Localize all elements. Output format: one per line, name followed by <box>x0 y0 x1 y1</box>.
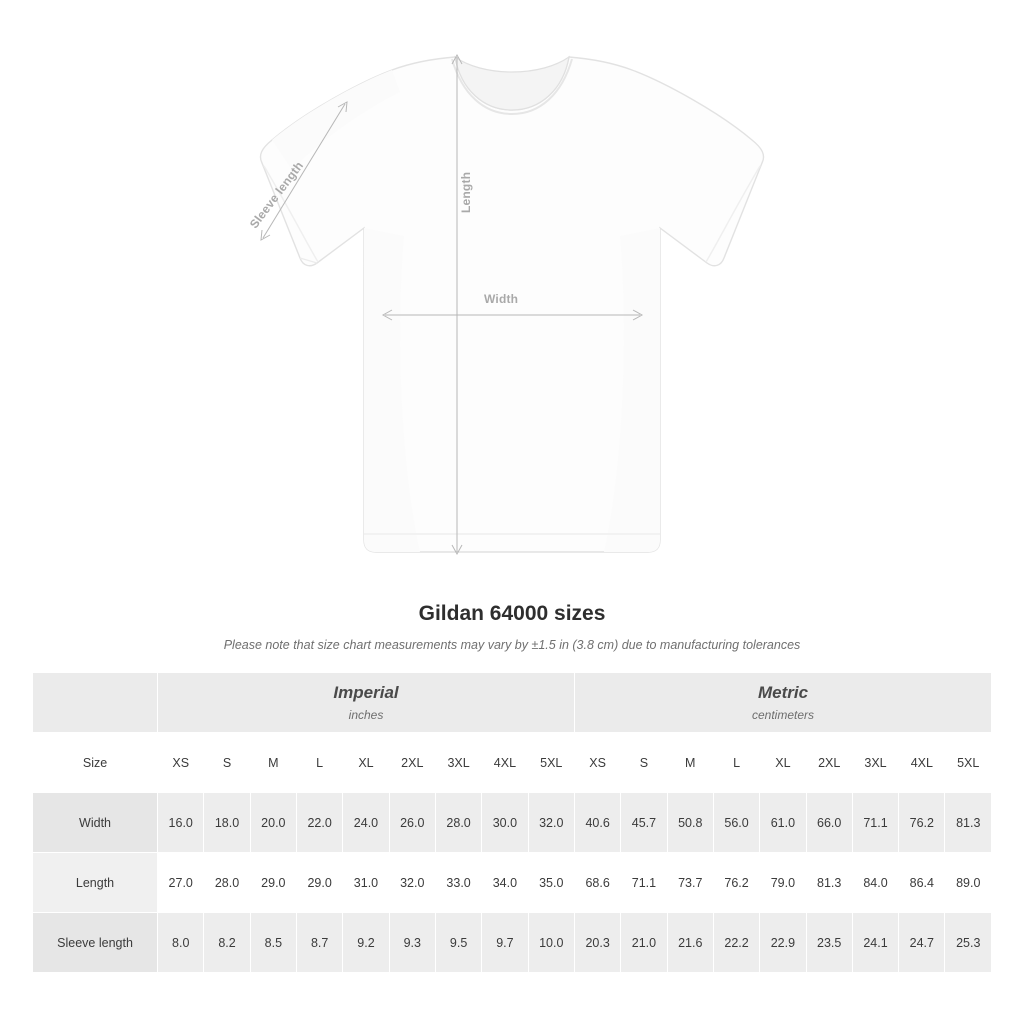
size-header-metric-5xl: 5XL <box>945 733 992 793</box>
size-header-imperial-s: S <box>204 733 250 793</box>
size-header-imperial-5xl: 5XL <box>528 733 574 793</box>
cell-sleeve-imperial-3xl: 9.5 <box>435 913 481 973</box>
table-row <box>33 913 992 973</box>
cell-sleeve-metric-3xl: 24.1 <box>852 913 898 973</box>
size-header-imperial-l: L <box>297 733 343 793</box>
size-header-imperial-xs: XS <box>158 733 204 793</box>
cell-sleeve-metric-4xl: 24.7 <box>899 913 945 973</box>
cell-width-imperial-s: 18.0 <box>204 793 250 853</box>
size-header-metric-2xl: 2XL <box>806 733 852 793</box>
unit-group-metric <box>574 673 991 733</box>
size-chart-table <box>32 672 992 973</box>
cell-sleeve-metric-l: 22.2 <box>713 913 759 973</box>
cell-length-metric-xs: 68.6 <box>574 853 620 913</box>
unit-group-metric-name: Metric <box>757 683 809 702</box>
table-row <box>33 853 992 913</box>
size-header-metric-l: L <box>713 733 759 793</box>
cell-width-metric-5xl: 81.3 <box>945 793 992 853</box>
cell-width-imperial-xl: 24.0 <box>343 793 389 853</box>
cell-width-imperial-5xl: 32.0 <box>528 793 574 853</box>
page-title: Gildan 64000 sizes <box>418 602 606 625</box>
cell-length-imperial-s: 28.0 <box>204 853 250 913</box>
cell-sleeve-metric-s: 21.0 <box>621 913 667 973</box>
cell-length-metric-3xl: 84.0 <box>852 853 898 913</box>
cell-sleeve-imperial-xs: 8.0 <box>158 913 204 973</box>
cell-length-imperial-2xl: 32.0 <box>389 853 435 913</box>
size-header-metric-xs: XS <box>574 733 620 793</box>
cell-length-imperial-xl: 31.0 <box>343 853 389 913</box>
table-corner-cell <box>33 673 158 733</box>
cell-width-imperial-xs: 16.0 <box>158 793 204 853</box>
cell-width-imperial-l: 22.0 <box>297 793 343 853</box>
cell-length-metric-2xl: 81.3 <box>806 853 852 913</box>
cell-length-metric-l: 76.2 <box>713 853 759 913</box>
cell-length-imperial-m: 29.0 <box>250 853 296 913</box>
cell-length-metric-xl: 79.0 <box>760 853 806 913</box>
cell-sleeve-metric-m: 21.6 <box>667 913 713 973</box>
cell-length-metric-5xl: 89.0 <box>945 853 992 913</box>
size-header-metric-m: M <box>667 733 713 793</box>
cell-width-metric-s: 45.7 <box>621 793 667 853</box>
size-header-imperial-xl: XL <box>343 733 389 793</box>
cell-width-metric-2xl: 66.0 <box>806 793 852 853</box>
cell-length-metric-s: 71.1 <box>621 853 667 913</box>
size-header-imperial-m: M <box>250 733 296 793</box>
width-dimension-label: Width <box>484 292 519 306</box>
cell-width-metric-4xl: 76.2 <box>899 793 945 853</box>
size-header-imperial-2xl: 2XL <box>389 733 435 793</box>
unit-group-imperial-sub: inches <box>348 708 384 722</box>
chart-header <box>0 602 1024 652</box>
cell-width-imperial-2xl: 26.0 <box>389 793 435 853</box>
unit-group-imperial <box>158 673 575 733</box>
sleeve-dimension-label: Sleeve length <box>246 158 307 231</box>
row-label-length: Length <box>33 853 158 913</box>
cell-length-imperial-4xl: 34.0 <box>482 853 528 913</box>
cell-length-metric-m: 73.7 <box>667 853 713 913</box>
cell-sleeve-imperial-m: 8.5 <box>250 913 296 973</box>
row-label-sleeve-length: Sleeve length <box>33 913 158 973</box>
cell-width-imperial-3xl: 28.0 <box>435 793 481 853</box>
cell-sleeve-metric-5xl: 25.3 <box>945 913 992 973</box>
size-header-metric-s: S <box>621 733 667 793</box>
cell-sleeve-imperial-4xl: 9.7 <box>482 913 528 973</box>
cell-sleeve-metric-xs: 20.3 <box>574 913 620 973</box>
cell-width-imperial-4xl: 30.0 <box>482 793 528 853</box>
cell-width-metric-l: 56.0 <box>713 793 759 853</box>
cell-sleeve-metric-xl: 22.9 <box>760 913 806 973</box>
tolerance-note: Please note that size chart measurements may vary by ±1.5 in (3.8 cm) due to manufacturing tolerances <box>223 638 801 652</box>
size-header-row <box>33 733 992 793</box>
length-dimension-label: Length <box>459 171 473 213</box>
cell-sleeve-imperial-s: 8.2 <box>204 913 250 973</box>
size-header-imperial-4xl: 4XL <box>482 733 528 793</box>
size-header-metric-3xl: 3XL <box>852 733 898 793</box>
unit-group-imperial-name: Imperial <box>333 683 399 702</box>
cell-length-imperial-l: 29.0 <box>297 853 343 913</box>
size-chart-table-wrapper <box>32 672 992 973</box>
cell-sleeve-imperial-l: 8.7 <box>297 913 343 973</box>
size-header-label: Size <box>33 733 158 793</box>
cell-sleeve-imperial-xl: 9.2 <box>343 913 389 973</box>
cell-length-metric-4xl: 86.4 <box>899 853 945 913</box>
cell-sleeve-imperial-2xl: 9.3 <box>389 913 435 973</box>
cell-sleeve-metric-2xl: 23.5 <box>806 913 852 973</box>
unit-header-row <box>33 673 992 733</box>
cell-length-imperial-3xl: 33.0 <box>435 853 481 913</box>
unit-group-metric-sub: centimeters <box>751 708 814 722</box>
row-label-width: Width <box>33 793 158 853</box>
cell-length-imperial-xs: 27.0 <box>158 853 204 913</box>
cell-width-metric-3xl: 71.1 <box>852 793 898 853</box>
cell-width-metric-xl: 61.0 <box>760 793 806 853</box>
size-header-metric-4xl: 4XL <box>899 733 945 793</box>
cell-width-metric-m: 50.8 <box>667 793 713 853</box>
cell-width-metric-xs: 40.6 <box>574 793 620 853</box>
cell-sleeve-imperial-5xl: 10.0 <box>528 913 574 973</box>
cell-length-imperial-5xl: 35.0 <box>528 853 574 913</box>
size-header-metric-xl: XL <box>760 733 806 793</box>
cell-width-imperial-m: 20.0 <box>250 793 296 853</box>
size-header-imperial-3xl: 3XL <box>435 733 481 793</box>
table-row <box>33 793 992 853</box>
